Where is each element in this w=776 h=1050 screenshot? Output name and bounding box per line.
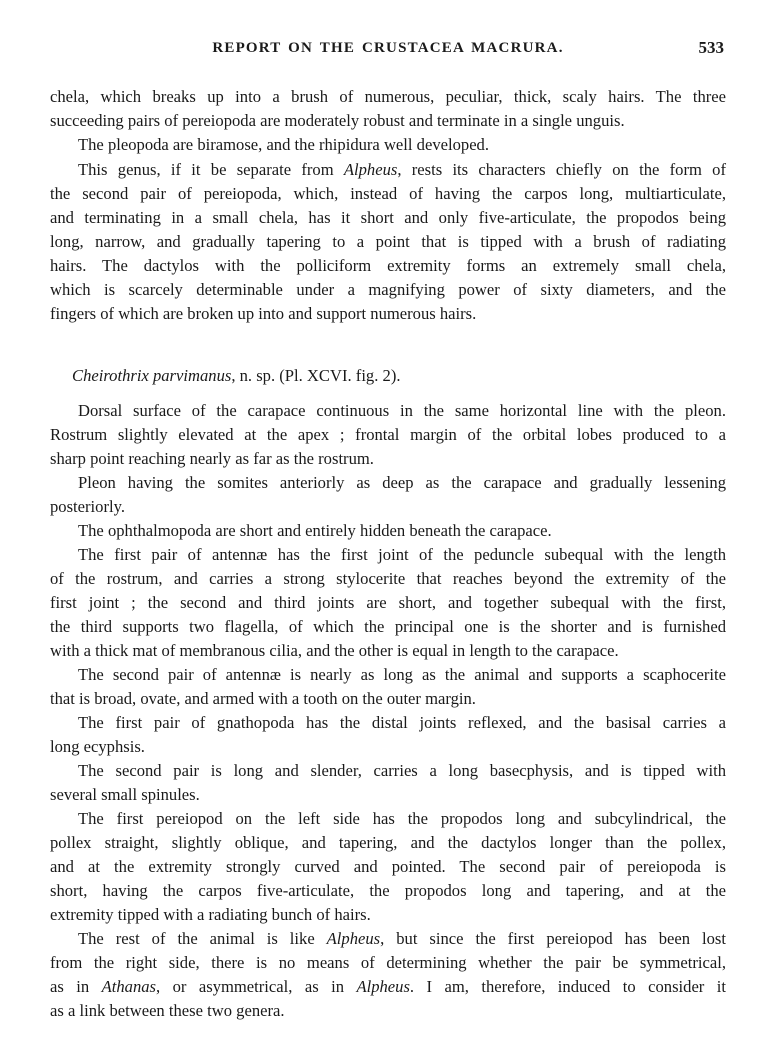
text-line [50, 304, 726, 324]
text-run: The second pair of antennæ is nearly as long as the animal and supports a scaphocerite [78, 665, 726, 684]
text-line [78, 929, 726, 949]
text-run: with a thick mat of membranous cilia, and the other is equal in length to the carapace. [50, 641, 619, 660]
text-run: the second pair of pereiopoda, which, instead of having the carpos long, multiarticulate, [50, 184, 726, 203]
text-line [50, 232, 726, 252]
text-run: , but since the first pereiopod has been lost [380, 929, 726, 948]
text-run: of the rostrum, and carries a strong stylocerite that reaches beyond the extremity of the [50, 569, 726, 588]
text-run: The second pair is long and slender, carries a long basecphysis, and is tipped with [78, 761, 726, 780]
page-number: 533 [698, 38, 724, 57]
text-run: pollex straight, slightly oblique, and tapering, and the dactylos longer than the pollex, [50, 833, 726, 852]
text-run: Rostrum slightly elevated at the apex ; frontal margin of the orbital lobes produced to a [50, 425, 726, 444]
text-line [78, 761, 726, 781]
text-line [50, 641, 726, 661]
text-run: as a link between these two genera. [50, 1001, 285, 1020]
text-run: The first pereiopod on the left side has the propodos long and subcylindrical, the [78, 809, 726, 828]
text-line [78, 521, 726, 541]
text-run: as in [50, 977, 102, 996]
text-run: , n. sp. (Pl. XCVI. fig. 2). [231, 366, 401, 385]
text-line [78, 809, 726, 829]
text-line [50, 87, 726, 107]
text-line [50, 857, 726, 877]
text-run: The first pair of gnathopoda has the distal joints reflexed, and the basisal carries a [78, 713, 726, 732]
text-line [50, 208, 726, 228]
text-line [50, 881, 726, 901]
text-run: extremity tipped with a radiating bunch of hairs. [50, 905, 371, 924]
text-run: hairs. The dactylos with the polliciform extremity forms an extremely small chela, [50, 256, 726, 275]
italic-term: Alpheus [343, 160, 398, 179]
text-run: long ecyphsis. [50, 737, 145, 756]
text-line [78, 713, 726, 733]
running-title: REPORT ON THE CRUSTACEA MACRURA. [212, 40, 564, 56]
text-run: and at the extremity strongly curved and pointed. The second pair of pereiopoda is [50, 857, 726, 876]
text-run: and terminating in a small chela, has it short and only five-articulate, the propodos being [50, 208, 726, 227]
text-line [78, 665, 726, 685]
text-line [78, 135, 726, 155]
text-run: sharp point reaching nearly as far as the rostrum. [50, 449, 374, 468]
text-run: , or asymmetrical, as in [156, 977, 357, 996]
italic-term: Athanas [101, 977, 157, 996]
text-run: The pleopoda are biramose, and the rhipidura well developed. [78, 135, 490, 154]
text-line [50, 497, 726, 517]
text-run: This genus, if it be separate from [78, 160, 344, 179]
text-line [50, 737, 726, 757]
text-line [78, 473, 726, 493]
text-line [78, 401, 726, 421]
italic-term: Alpheus [356, 977, 410, 996]
text-line [50, 953, 726, 973]
text-line [50, 833, 726, 853]
text-line [50, 425, 726, 445]
text-line [78, 545, 726, 565]
text-run: that is broad, ovate, and armed with a tooth on the outer margin. [50, 689, 476, 708]
text-line [50, 689, 726, 709]
text-run: several small spinules. [50, 785, 200, 804]
text-line [50, 1001, 726, 1021]
text-run: long, narrow, and gradually tapering to a point that is tipped with a brush of radiating [50, 232, 726, 251]
text-run: from the right side, there is no means of determining whether the pair be symmetrical, [50, 953, 726, 972]
text-run: fingers of which are broken up into and support numerous hairs. [50, 304, 477, 323]
text-line [50, 593, 726, 613]
text-run: The first pair of antennæ has the first joint of the peduncle subequal with the length [78, 545, 726, 564]
species-heading [72, 366, 726, 386]
text-run: , rests its characters chiefly on the form of [397, 160, 726, 179]
text-line [50, 111, 726, 131]
text-line [50, 977, 726, 997]
text-run: The rest of the animal is like [78, 929, 327, 948]
text-line [50, 449, 726, 469]
text-line [50, 569, 726, 589]
page-header [0, 40, 776, 64]
text-run: . I am, therefore, induced to consider it [409, 977, 726, 996]
text-line [50, 280, 726, 300]
italic-term: Cheirothrix parvimanus [72, 366, 232, 385]
text-run: The ophthalmopoda are short and entirely hidden beneath the carapace. [78, 521, 552, 540]
text-line [50, 184, 726, 204]
text-line [78, 160, 726, 180]
text-run: chela, which breaks up into a brush of numerous, peculiar, thick, scaly hairs. The three [50, 87, 726, 106]
text-line [50, 785, 726, 805]
text-line [50, 256, 726, 276]
italic-term: Alpheus [326, 929, 381, 948]
text-run: which is scarcely determinable under a magnifying power of sixty diameters, and the [50, 280, 726, 299]
text-run: the third supports two flagella, of which the principal one is the shorter and is furnished [50, 617, 726, 636]
text-run: succeeding pairs of pereiopoda are moderately robust and terminate in a single unguis. [50, 111, 625, 130]
text-run: short, having the carpos five-articulate, the propodos long and tapering, and at the [50, 881, 726, 900]
text-run: Pleon having the somites anteriorly as deep as the carapace and gradually lessening [78, 473, 726, 492]
text-run: posteriorly. [50, 497, 125, 516]
text-line [50, 905, 726, 925]
text-line [50, 617, 726, 637]
text-run: first joint ; the second and third joints are short, and together subequal with the first, [50, 593, 726, 612]
text-run: Dorsal surface of the carapace continuous in the same horizontal line with the pleon. [78, 401, 726, 420]
